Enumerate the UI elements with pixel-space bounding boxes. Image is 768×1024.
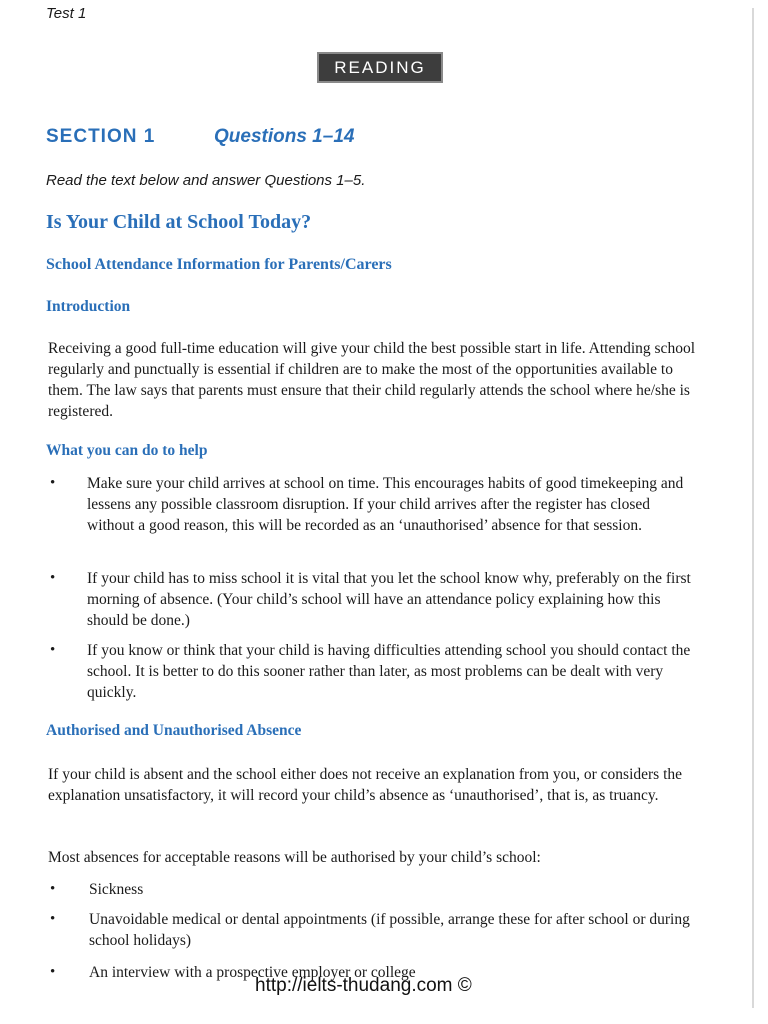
acceptable-reasons-intro: Most absences for acceptable reasons will be authorised by your child’s school: bbox=[48, 849, 541, 866]
bullet-icon: • bbox=[50, 570, 56, 586]
document-subtitle: School Attendance Information for Parents/Carers bbox=[46, 256, 392, 273]
section-heading bbox=[46, 126, 355, 148]
bullet-text: Unavoidable medical or dental appointments (if possible, arrange these for after school or during school holidays) bbox=[89, 911, 690, 949]
document-title: Is Your Child at School Today? bbox=[46, 211, 312, 233]
test-label: Test 1 bbox=[46, 5, 87, 22]
bullet-icon: • bbox=[50, 964, 56, 980]
bullet-icon: • bbox=[50, 911, 56, 927]
bullet-text: Sickness bbox=[89, 881, 144, 898]
bullet-text: An interview with a prospective employer or college bbox=[89, 964, 416, 981]
instruction-text: Read the text below and answer Questions 1–5. bbox=[46, 172, 366, 189]
section-label: SECTION 1 bbox=[46, 126, 156, 147]
page-edge-line bbox=[752, 8, 754, 1008]
absence-heading: Authorised and Unauthorised Absence bbox=[46, 722, 302, 739]
questions-range: Questions 1–14 bbox=[214, 126, 355, 147]
bullet-icon: • bbox=[50, 642, 56, 658]
introduction-heading: Introduction bbox=[46, 298, 131, 315]
bullet-text: Make sure your child arrives at school on time. This encourages habits of good timekeeping and lessens any possible classroom disruption. If your child arrives after the register has closed without a good reason, this will be recorded as an ‘unauthorised’ absence for that session. bbox=[87, 475, 684, 534]
footer-watermark-url[interactable]: http://ielts-thudang.com © bbox=[255, 975, 472, 996]
help-heading: What you can do to help bbox=[46, 442, 208, 459]
bullet-text: If your child has to miss school it is vital that you let the school know why, preferably on the first morning of absence. (Your child’s school will have an attendance policy explaining how this should be done.) bbox=[87, 570, 691, 629]
bullet-icon: • bbox=[50, 881, 56, 897]
reading-badge: READING bbox=[317, 52, 443, 83]
absence-paragraph: If your child is absent and the school either does not receive an explanation from you, or considers the explanation unsatisfactory, it will record your child’s absence as ‘unauthorised’, that is, as truancy. bbox=[48, 766, 683, 804]
bullet-text: If you know or think that your child is having difficulties attending school you should contact the school. It is better to do this sooner rather than later, as most problems can be dealt with very quickly. bbox=[87, 642, 691, 701]
bullet-icon: • bbox=[50, 475, 56, 491]
introduction-paragraph: Receiving a good full-time education will give your child the best possible start in life. Attending school regularly and punctually is essential if children are to make the most of the opportunities available to them. The law says that parents must ensure that their child regularly attends the school where he/she is registered. bbox=[48, 340, 695, 420]
